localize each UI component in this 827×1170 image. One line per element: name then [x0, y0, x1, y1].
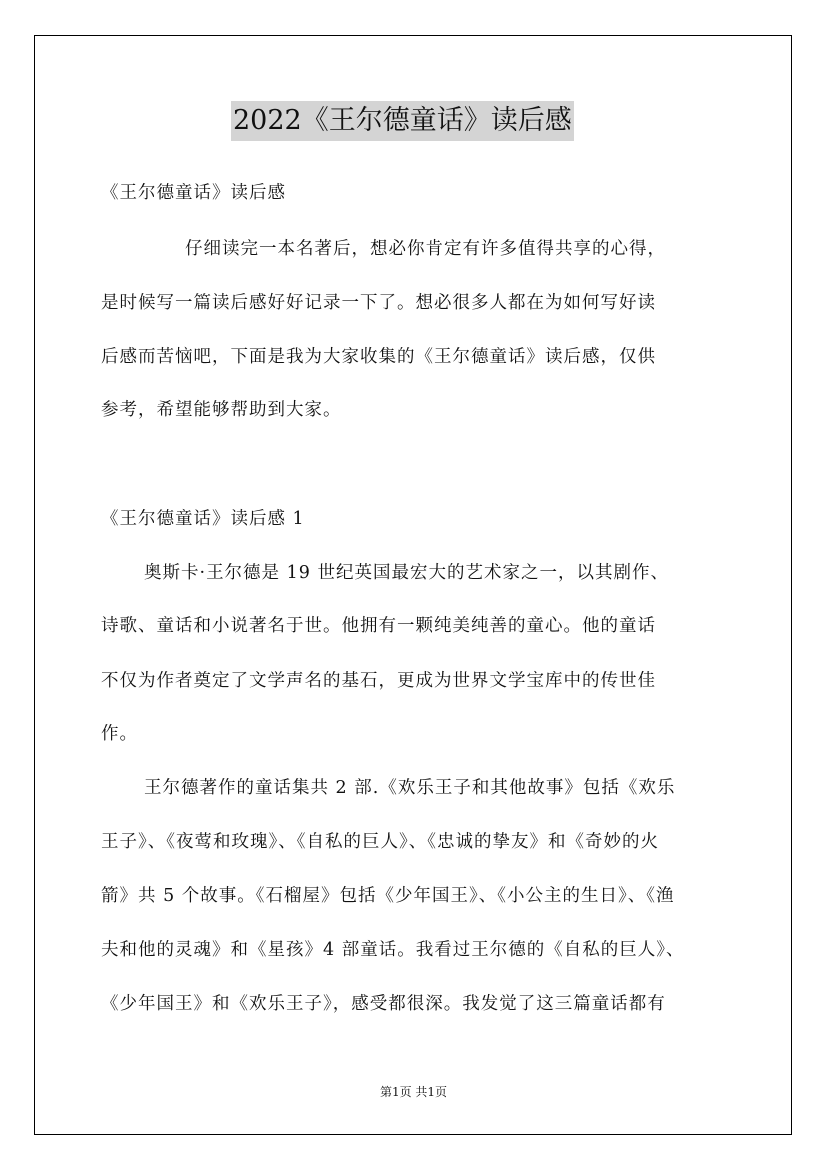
section-heading: 《王尔德童话》读后感 1: [101, 509, 305, 529]
paragraph-line: 夫和他的灵魂》和《星孩》4 部童话。我看过王尔德的《自私的巨人》、: [101, 940, 685, 960]
paragraph-line: 《少年国王》和《欢乐王子》，感受都很深。我发觉了这三篇童话都有: [101, 994, 666, 1014]
paragraph-line: 王子》、《夜莺和玫瑰》、《自私的巨人》、《忠诚的挚友》和《奇妙的火: [101, 832, 659, 852]
page-footer: 第1页 共1页: [379, 1085, 448, 1099]
paragraph-line: 箭》共 5 个故事。《石榴屋》包括《少年国王》、《小公主的生日》、《渔: [101, 886, 675, 906]
paragraph-line: 仔细读完一本名著后，想必你肯定有许多值得共享的心得，: [185, 239, 666, 259]
paragraph-line: 参考，希望能够帮助到大家。: [101, 400, 342, 420]
paragraph-line: 不仅为作者奠定了文学声名的基石，更成为世界文学宝库中的传世佳: [101, 671, 656, 691]
paragraph-line: 后感而苦恼吧，下面是我为大家收集的《王尔德童话》读后感，仅供: [101, 347, 656, 367]
paragraph-line: 是时候写一篇读后感好好记录一下了。想必很多人都在为如何写好读: [101, 293, 656, 313]
paragraph-line: 诗歌、童话和小说著名于世。他拥有一颗纯美纯善的童心。他的童话: [101, 616, 656, 636]
paragraph-line: 奥斯卡·王尔德是 19 世纪英国最宏大的艺术家之一，以其剧作、: [144, 563, 669, 583]
document-title: 2022《王尔德童话》读后感: [231, 101, 574, 141]
paragraph-line: 王尔德著作的童话集共 2 部.《欢乐王子和其他故事》包括《欢乐: [144, 778, 676, 798]
paragraph-line: 作。: [101, 724, 138, 744]
subtitle-line: 《王尔德童话》读后感: [101, 183, 286, 203]
